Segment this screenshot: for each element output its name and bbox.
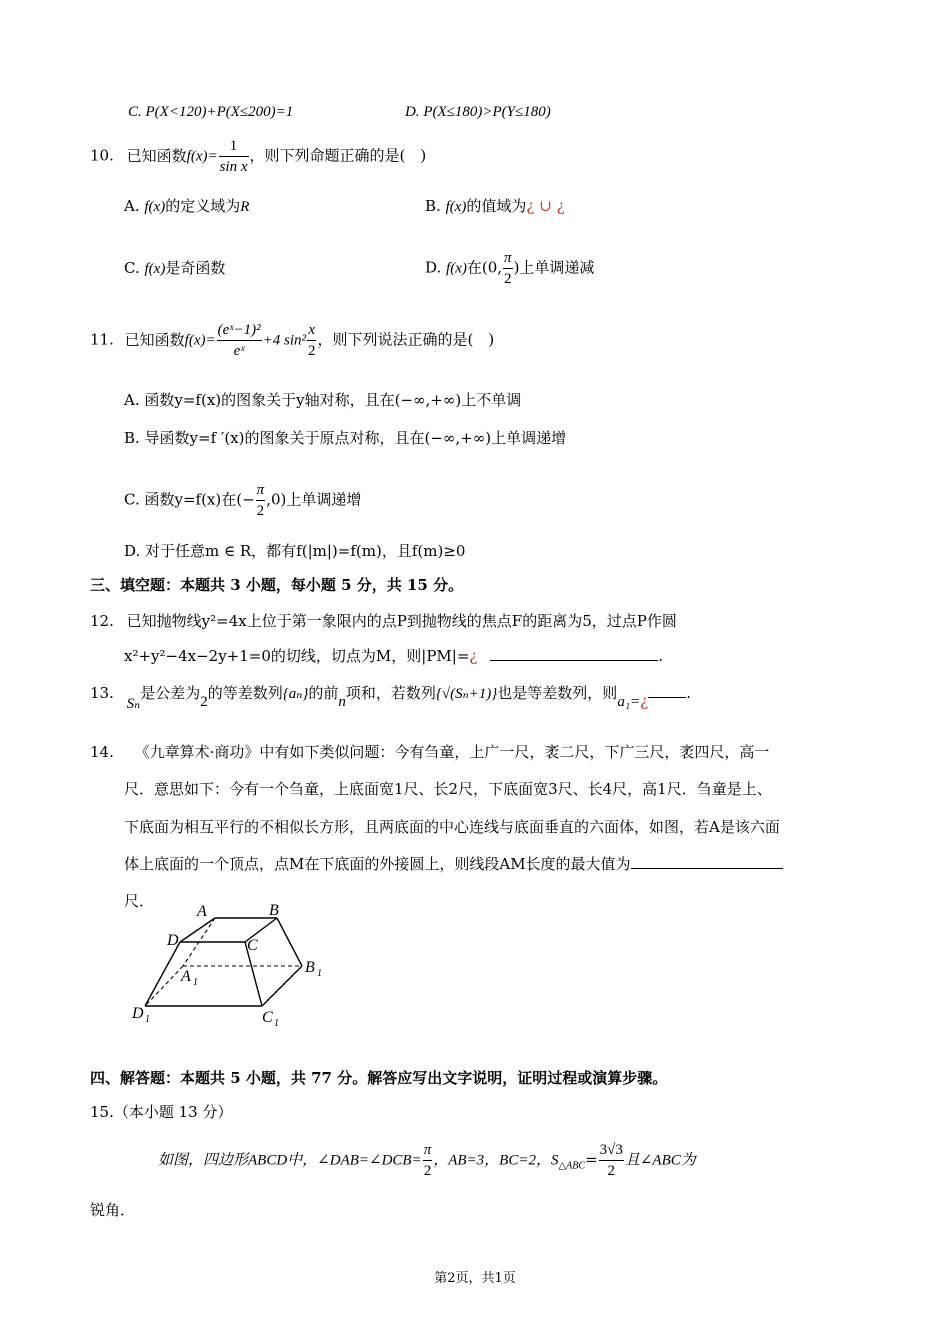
q15-stem-pre: 如图，四边形ABCD中，∠DAB=∠DCB= xyxy=(158,1152,422,1169)
q11-mid: +4 sin² xyxy=(262,332,306,349)
q15-line2: 锐角． xyxy=(90,1201,136,1219)
q10-option-b xyxy=(425,196,565,217)
q15-stem-mid: ，AB=3，BC=2，S xyxy=(433,1152,559,1169)
q10-frac-num: 1 xyxy=(219,136,249,157)
q10-number: 10. xyxy=(90,146,114,165)
q11-fraction-1 xyxy=(217,320,262,361)
fig-sub-a1: 1 xyxy=(193,977,198,988)
q14-number: 14. xyxy=(90,743,114,761)
section-3-heading: 三、填空题：本题共 3 小题，每小题 5 分，共 15 分。 xyxy=(90,576,464,594)
q10-option-d-fraction xyxy=(503,248,513,289)
q13-t4: 项和，若数列 xyxy=(345,684,436,702)
q12-line2 xyxy=(124,646,663,666)
q13-end: . xyxy=(686,684,691,702)
q11-option-c-frac-num: π xyxy=(256,480,266,501)
q11-option-d xyxy=(124,541,465,561)
q11-frac1-num: (eˣ−1)² xyxy=(217,320,262,341)
q14-answer-blank xyxy=(631,854,783,869)
fig-sub-c1: 1 xyxy=(274,1018,279,1028)
q15-stem-post: 且∠ABC为 xyxy=(624,1152,696,1169)
fig-sub-d1: 1 xyxy=(145,1014,150,1025)
q10-option-d-text1: 在(0, xyxy=(466,258,503,277)
q11-option-b xyxy=(124,428,566,448)
q10-option-b-label: B. xyxy=(425,197,441,215)
q11-func: f(x)= xyxy=(184,332,216,349)
q11-option-c xyxy=(124,480,361,521)
q9-option-c xyxy=(128,101,293,122)
q15-frac1-num: π xyxy=(423,1140,433,1161)
q10-stem-post: ，则下列命题正确的是( ) xyxy=(249,146,427,165)
q11-stem xyxy=(90,320,494,361)
q15-number: 15.（本小题 13 分） xyxy=(90,1103,233,1121)
q15-sub: △ABC xyxy=(558,1160,586,1172)
q13-t3: 的前 xyxy=(308,684,339,702)
q10-option-c-func: f(x) xyxy=(144,261,166,277)
q10-option-a xyxy=(124,196,249,217)
q11-option-a xyxy=(124,390,521,410)
q12-answer-blank xyxy=(490,646,658,661)
q15-fraction-2 xyxy=(599,1140,624,1181)
q10-option-c-label: C. xyxy=(124,259,140,277)
section-4-heading: 四、解答题：本题共 5 小题，共 77 分。解答应写出文字说明，证明过程或演算步骤。 xyxy=(90,1069,668,1087)
q11-option-c-post: ,0)上单调递增 xyxy=(266,490,362,509)
q9-option-c-text: C. P(X<120)+P(X≤200)=1 xyxy=(128,104,294,120)
q12-garble: ¿ xyxy=(469,647,478,665)
q9-option-d xyxy=(405,101,551,122)
q10-option-b-text: 的值域为 xyxy=(466,197,527,215)
q11-number: 11. xyxy=(90,330,114,349)
q11-frac2-den: 2 xyxy=(307,343,316,359)
q10-option-d-func: f(x) xyxy=(446,260,467,277)
fig-sub-b1: 1 xyxy=(317,968,322,979)
q10-option-b-garble: ¿ ∪ ¿ xyxy=(526,197,565,215)
q13-s-n: Sₙ xyxy=(126,696,141,712)
q13-t5: 也是等差数列，则 xyxy=(497,684,618,702)
q14-line4-text: 体上底面的一个顶点，点M在下底面的外接圆上，则线段AM长度的最大值为 xyxy=(124,855,631,873)
q10-option-c xyxy=(124,258,225,279)
q10-option-a-label: A. xyxy=(124,197,140,215)
fig-label-b1: B xyxy=(305,959,315,976)
q10-option-d-text2: )上单调递减 xyxy=(513,258,595,277)
q11-option-c-fraction xyxy=(256,480,266,521)
q10-fraction xyxy=(219,136,249,177)
q15-frac2-num: 3√3 xyxy=(599,1140,624,1161)
fig-label-d1: D xyxy=(132,1005,144,1022)
q13-sqrt: {√(Sₙ+1)} xyxy=(435,686,498,702)
q9-option-d-text: D. P(X≤180)>P(Y≤180) xyxy=(405,104,551,120)
q15-frac1-den: 2 xyxy=(423,1163,432,1179)
q10-option-d-label: D. xyxy=(425,258,442,277)
q14-line4 xyxy=(124,854,783,874)
q13-answer-blank xyxy=(648,687,686,698)
page-footer: 第2页，共1页 xyxy=(434,1271,516,1286)
q12-number: 12. xyxy=(90,612,114,630)
q14-frustum-figure xyxy=(125,898,340,1028)
fig-label-c: C xyxy=(247,937,258,954)
q11-option-b-text: B. 导函数y=f ′(x)的图象关于原点对称，且在(−∞,+∞)上单调递增 xyxy=(124,429,567,447)
q13-t2: 的等差数列 xyxy=(207,684,283,702)
q10-option-a-text: 的定义域为 xyxy=(165,197,241,215)
q11-frac2-num: x xyxy=(307,320,317,341)
q13-an: {aₙ} xyxy=(282,686,309,702)
q11-stem-post: ，则下列说法正确的是( ) xyxy=(317,330,495,349)
q12-line2-end: . xyxy=(658,647,664,665)
q10-option-a-var: R xyxy=(240,199,250,215)
q13-a1: a₁= xyxy=(617,694,641,710)
q13-number: 13. xyxy=(90,684,114,702)
q12-line2-text: x²+y²−4x−2y+1=0的切线，切点为M，则|PM|= xyxy=(124,647,470,665)
q14-line5: 尺． xyxy=(124,892,155,910)
fig-label-b: B xyxy=(269,902,279,919)
q11-option-d-text: D. 对于任意m ∈ R，都有f(|m|)=f(m)，且f(m)≥0 xyxy=(124,542,466,560)
q10-option-a-func: f(x) xyxy=(144,199,166,215)
q13-two: 2 xyxy=(200,694,208,710)
q10-stem-pre: 已知函数 xyxy=(126,146,187,165)
q13-t1: 是公差为 xyxy=(140,684,201,702)
q10-option-c-text: 是奇函数 xyxy=(165,259,226,277)
q13-stem xyxy=(90,683,691,712)
q10-option-d xyxy=(425,248,594,289)
q10-frac-den: sin x xyxy=(219,159,248,175)
q12-line1-text: 已知抛物线y²=4x上位于第一象限内的点P到抛物线的焦点F的距离为5，过点P作圆 xyxy=(126,612,677,630)
q15-frac2-den: 2 xyxy=(607,1163,615,1179)
q12-line1 xyxy=(90,611,677,631)
q15-eq: = xyxy=(585,1150,598,1169)
q11-stem-pre: 已知函数 xyxy=(124,330,185,349)
q15-stem xyxy=(158,1140,696,1181)
q11-option-a-text: A. 函数y=f(x)的图象关于y轴对称，且在(−∞,+∞)上不单调 xyxy=(124,391,522,409)
q14-line2: 尺．意思如下：今有一个刍童，上底面宽1尺、长2尺，下底面宽3尺、长4尺，高1尺．刍童是上、 xyxy=(124,780,772,798)
q11-option-c-frac-den: 2 xyxy=(256,503,265,519)
q14-line1 xyxy=(90,742,769,762)
q13-n: n xyxy=(338,694,346,710)
q13-garble: ¿ xyxy=(640,692,649,710)
q10-option-d-frac-num: π xyxy=(503,248,513,269)
q10-stem xyxy=(90,136,426,177)
q11-option-c-pre: C. 函数y=f(x)在(− xyxy=(124,490,255,509)
q15-fraction-1 xyxy=(423,1140,433,1181)
fig-label-a1: A xyxy=(181,968,191,985)
fig-label-c1: C xyxy=(262,1009,273,1026)
q11-fraction-2 xyxy=(307,320,317,361)
q11-frac1-den: eˣ xyxy=(233,343,245,359)
fig-label-a: A xyxy=(197,903,207,920)
q14-line1-text: 《九章算术·商功》中有如下类似问题：今有刍童，上广一尺，袤二尺，下广三尺，袤四尺，高一 xyxy=(134,743,770,761)
q14-line3: 下底面为相互平行的不相似长方形，且两底面的中心连线与底面垂直的六面体，如图，若A是该六面 xyxy=(124,818,780,836)
q10-func: f(x)= xyxy=(186,148,218,165)
fig-label-d: D xyxy=(167,932,179,949)
q10-option-b-func: f(x) xyxy=(445,199,467,215)
q10-option-d-frac-den: 2 xyxy=(504,271,512,287)
